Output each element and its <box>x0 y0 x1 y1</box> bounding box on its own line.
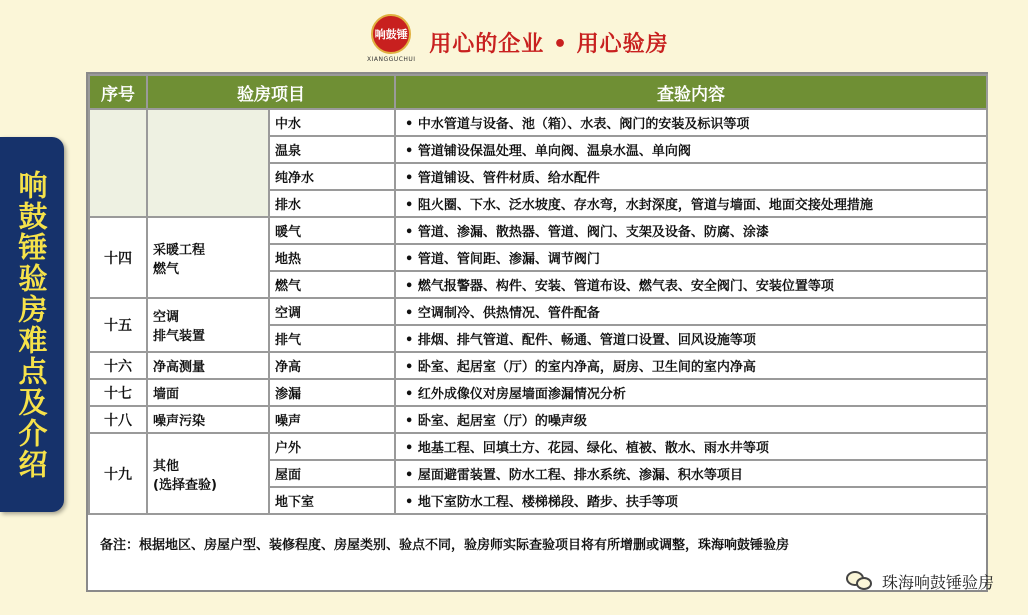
row-no: 十七 <box>89 379 147 406</box>
table-row <box>89 379 987 406</box>
row-content: • 卧室、起居室（厅）的噪声级 <box>395 406 987 433</box>
row-content: • 地基工程、回填土方、花园、绿化、植被、散水、雨水井等项 <box>395 433 987 460</box>
row-item: 地下室 <box>269 487 395 514</box>
table-header-row <box>89 75 987 109</box>
row-content: • 管道、渗漏、散热器、管道、阀门、支架及设备、防腐、涂漆 <box>395 217 987 244</box>
table-row <box>89 298 987 325</box>
row-item: 渗漏 <box>269 379 395 406</box>
row-content: • 阻火圈、下水、泛水坡度、存水弯，水封深度，管道与墙面、地面交接处理措施 <box>395 190 987 217</box>
company-logo <box>359 14 423 70</box>
row-item: 温泉 <box>269 136 395 163</box>
slogan: 用心的企业 • 用心验房 <box>429 31 669 57</box>
row-item: 排气 <box>269 325 395 352</box>
row-item: 暖气 <box>269 217 395 244</box>
table-row <box>89 217 987 244</box>
row-project: 净高测量 <box>147 352 269 379</box>
logo-emblem: 响鼓锤 <box>371 14 411 54</box>
table-row <box>89 433 987 460</box>
row-content: • 空调制冷、供热情况、管件配备 <box>395 298 987 325</box>
row-project: 采暖工程 燃气 <box>147 217 269 298</box>
row-no <box>89 109 147 217</box>
header-project: 验房项目 <box>147 75 395 109</box>
row-item: 屋面 <box>269 460 395 487</box>
row-content: • 排烟、排气管道、配件、畅通、管道口设置、回风设施等项 <box>395 325 987 352</box>
row-no: 十九 <box>89 433 147 514</box>
row-content: • 红外成像仪对房屋墙面渗漏情况分析 <box>395 379 987 406</box>
row-content: • 燃气报警器、构件、安装、管道布设、燃气表、安全阀门、安装位置等项 <box>395 271 987 298</box>
row-item: 纯净水 <box>269 163 395 190</box>
row-item: 排水 <box>269 190 395 217</box>
row-content: • 中水管道与设备、池（箱）、水表、阀门的安装及标识等项 <box>395 109 987 136</box>
table-row <box>89 109 987 136</box>
row-item: 燃气 <box>269 271 395 298</box>
row-content: • 管道铺设、管件材质、给水配件 <box>395 163 987 190</box>
table-row <box>89 406 987 433</box>
row-project <box>147 109 269 217</box>
wechat-icon <box>846 569 876 593</box>
row-no: 十四 <box>89 217 147 298</box>
inspection-table-container <box>86 72 988 592</box>
watermark <box>846 569 994 593</box>
row-item: 户外 <box>269 433 395 460</box>
row-no: 十八 <box>89 406 147 433</box>
row-content: • 屋面避雷装置、防水工程、排水系统、渗漏、积水等项目 <box>395 460 987 487</box>
remark-note: 备注：根据地区、房屋户型、装修程度、房屋类别、验点不同，验房师实际查验项目将有所增删或调整，珠海响鼓锤验房 <box>100 538 790 553</box>
row-no: 十六 <box>89 352 147 379</box>
row-item: 空调 <box>269 298 395 325</box>
row-project: 墙面 <box>147 379 269 406</box>
row-item: 中水 <box>269 109 395 136</box>
row-content: • 管道、管间距、渗漏、调节阀门 <box>395 244 987 271</box>
inspection-table <box>88 74 988 515</box>
side-title: 响鼓锤验房难点及介绍 <box>14 169 49 480</box>
row-no: 十五 <box>89 298 147 352</box>
row-content: • 地下室防水工程、楼梯梯段、踏步、扶手等项 <box>395 487 987 514</box>
header-no: 序号 <box>89 75 147 109</box>
side-title-panel <box>0 137 64 512</box>
row-project: 空调 排气装置 <box>147 298 269 352</box>
table-row <box>89 352 987 379</box>
logo-subtext: XIANGGUCHUI <box>367 56 416 63</box>
row-content: • 卧室、起居室（厅）的室内净高，厨房、卫生间的室内净高 <box>395 352 987 379</box>
row-item: 净高 <box>269 352 395 379</box>
row-item: 地热 <box>269 244 395 271</box>
row-item: 噪声 <box>269 406 395 433</box>
header <box>0 12 1028 72</box>
watermark-text: 珠海响鼓锤验房 <box>881 572 994 592</box>
row-content: • 管道铺设保温处理、单向阀、温泉水温、单向阀 <box>395 136 987 163</box>
row-project: 噪声污染 <box>147 406 269 433</box>
header-content: 查验内容 <box>395 75 987 109</box>
row-project: 其他 (选择查验) <box>147 433 269 514</box>
